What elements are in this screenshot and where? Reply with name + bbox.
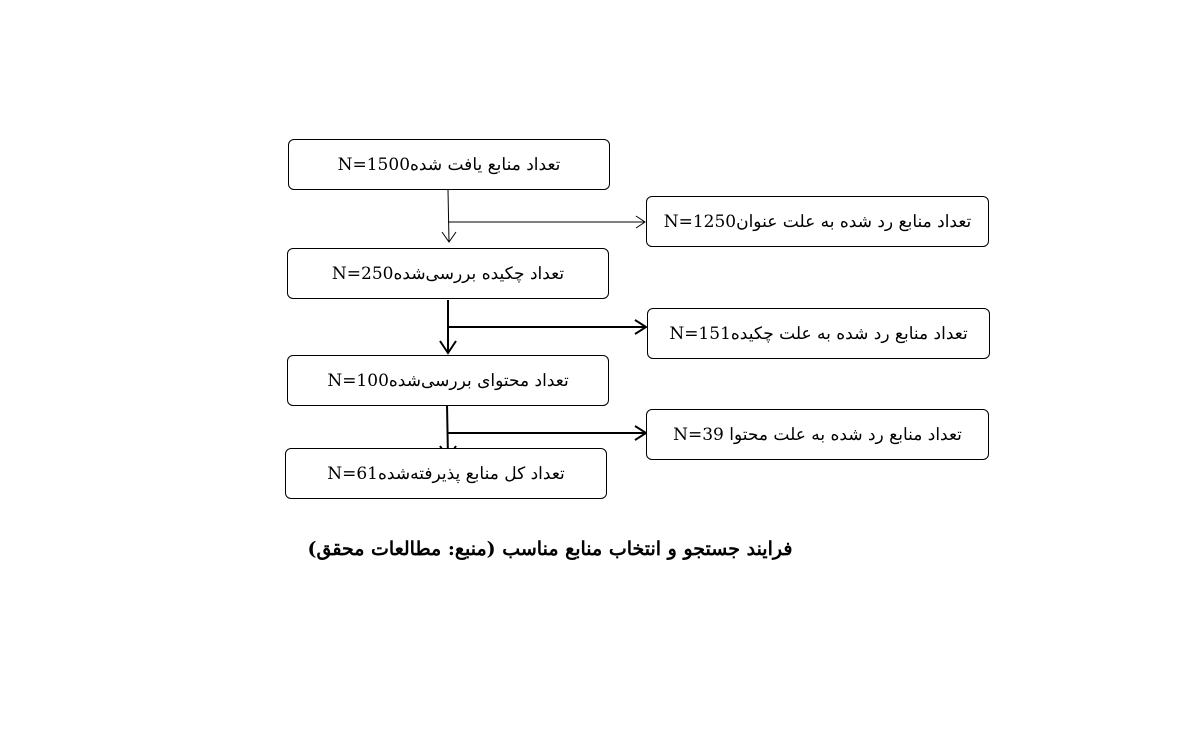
box-accepted-label: تعداد کل منابع پذیرفته‌شدهN=61: [327, 463, 565, 484]
arrow-head-found-to-abstracts: [442, 232, 456, 242]
box-excluded-by-content-label: تعداد منابع رد شده به علت محتوا N=39: [673, 424, 962, 445]
box-contents-reviewed: [287, 355, 609, 406]
figure-caption: فرایند جستجو و انتخاب منابع مناسب (منبع: مطالعات محقق): [307, 538, 793, 560]
box-excluded-by-abstract-label: تعداد منابع رد شده به علت چکیدهN=151: [669, 323, 968, 344]
box-abstracts-reviewed-label: تعداد چکیده بررسی‌شدهN=250: [331, 263, 565, 284]
box-found-label: تعداد منابع یافت شدهN=1500: [337, 154, 561, 175]
box-accepted: [285, 448, 607, 499]
box-excluded-by-title: [646, 196, 989, 247]
box-contents-reviewed-label: تعداد محتوای بررسی‌شدهN=100: [327, 370, 569, 391]
box-excluded-by-title-label: تعداد منابع رد شده به علت عنوانN=1250: [663, 211, 972, 232]
arrow-head-title-exclusion: [636, 216, 645, 228]
arrow-head-abstract-exclusion: [635, 320, 646, 334]
box-excluded-by-abstract: [647, 308, 990, 359]
arrow-found-to-abstracts: [448, 190, 449, 242]
box-found: [288, 139, 610, 190]
arrow-head-content-exclusion: [635, 426, 646, 440]
box-abstracts-reviewed: [287, 248, 609, 299]
box-excluded-by-content: [646, 409, 989, 460]
arrow-head-abstracts-to-contents: [440, 341, 456, 353]
